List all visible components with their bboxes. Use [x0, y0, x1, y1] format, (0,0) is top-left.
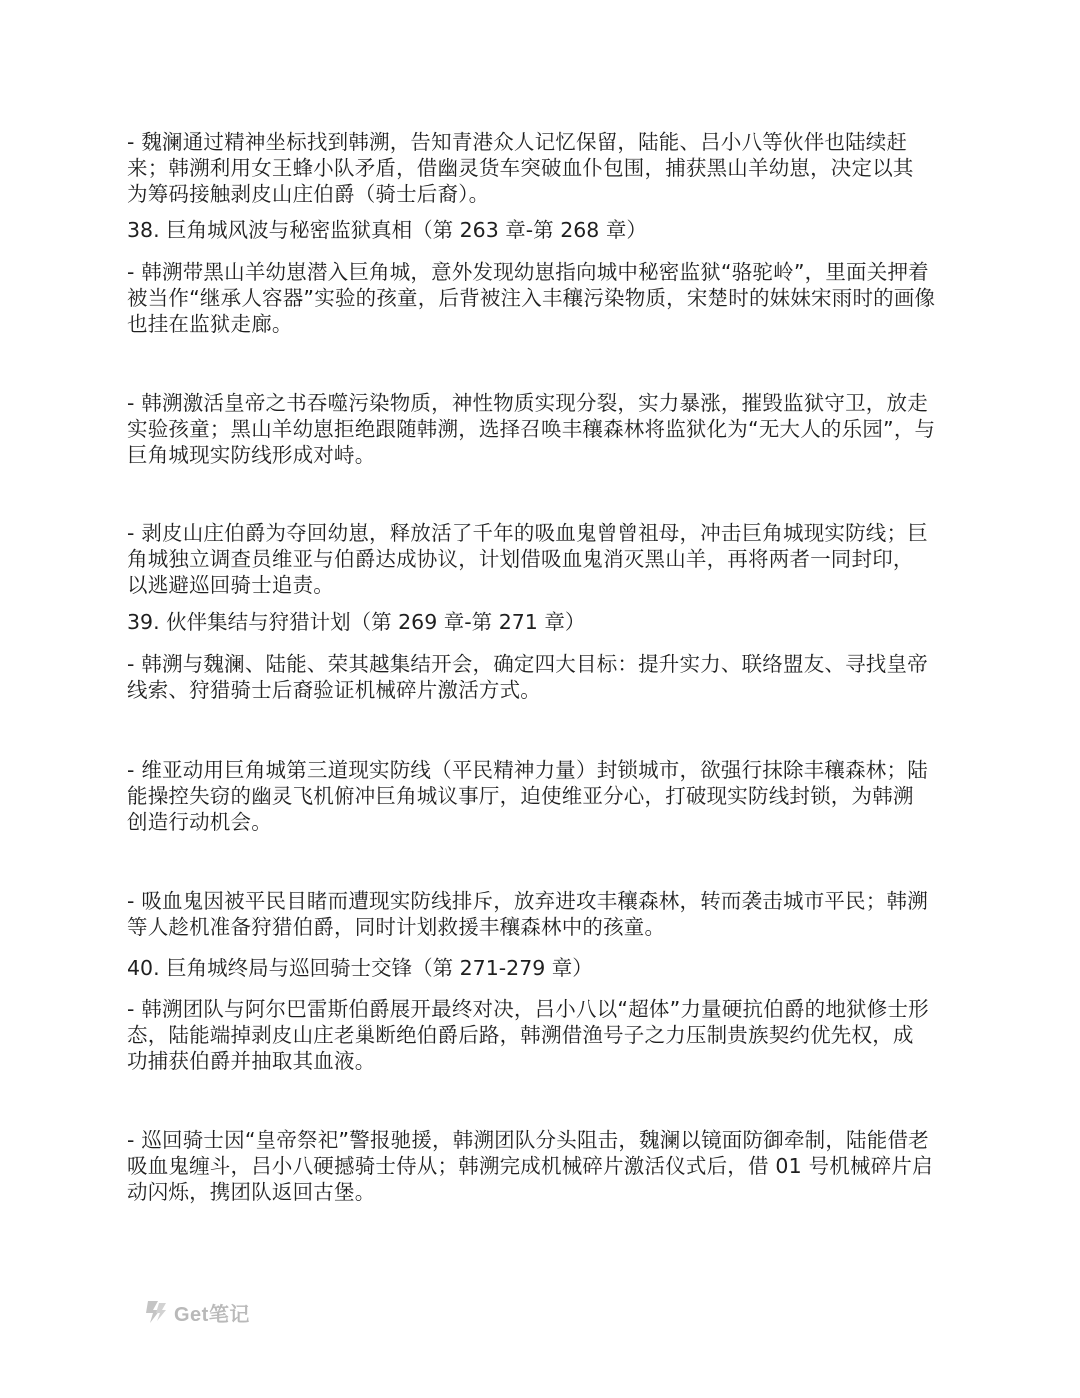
paragraph-line: 线索、狩猎骑士后裔验证机械碎片激活方式。	[127, 678, 541, 702]
paragraph-line: - 韩溯激活皇帝之书吞噬污染物质，神性物质实现分裂，实力暴涨，摧毁监狱守卫，放走	[127, 391, 928, 415]
paragraph	[127, 520, 957, 598]
paragraph	[127, 259, 957, 337]
paragraph-line: - 韩溯与魏澜、陆能、荣其越集结开会，确定四大目标：提升实力、联络盟友、寻找皇帝	[127, 652, 928, 676]
paragraph	[127, 390, 957, 468]
paragraph-line: 创造行动机会。	[127, 810, 272, 834]
paragraph-line: - 维亚动用巨角城第三道现实防线（平民精神力量）封锁城市，欲强行抹除丰穰森林；陆	[127, 758, 928, 782]
paragraph-line: - 剥皮山庄伯爵为夺回幼崽，释放活了千年的吸血鬼曾曾祖母，冲击巨角城现实防线；巨	[127, 521, 928, 545]
paragraph-line: - 巡回骑士因“皇帝祭祀”警报驰援，韩溯团队分头阻击，魏澜以镜面防御牵制，陆能借老	[127, 1128, 929, 1152]
paragraph-line: 角城独立调查员维亚与伯爵达成协议，计划借吸血鬼消灭黑山羊，再将两者一同封印，	[127, 547, 914, 571]
paragraph-line: 巨角城现实防线形成对峙。	[127, 443, 376, 467]
paragraph-line: 被当作“继承人容器”实验的孩童，后背被注入丰穰污染物质，宋楚时的妹妹宋雨时的画像	[127, 286, 936, 310]
paragraph-line: 功捕获伯爵并抽取其血液。	[127, 1049, 376, 1073]
section-heading: 38. 巨角城风波与秘密监狱真相（第 263 章-第 268 章）	[127, 218, 647, 242]
paragraph-line: 来；韩溯利用女王蜂小队矛盾，借幽灵货车突破血仆包围，捕获黑山羊幼崽，决定以其	[127, 156, 914, 180]
paragraph-line: - 吸血鬼因被平民目睹而遭现实防线排斥，放弃进攻丰穰森林，转而袭击城市平民；韩溯	[127, 889, 928, 913]
watermark	[144, 1297, 250, 1327]
paragraph	[127, 1127, 957, 1205]
paragraph-line: - 韩溯带黑山羊幼崽潜入巨角城，意外发现幼崽指向城中秘密监狱“骆驼岭”，里面关押着	[127, 260, 929, 284]
paragraph	[127, 888, 957, 940]
section-heading: 40. 巨角城终局与巡回骑士交锋（第 271-279 章）	[127, 956, 593, 980]
paragraph	[127, 996, 957, 1074]
paragraph-line: 实验孩童；黑山羊幼崽拒绝跟随韩溯，选择召唤丰穰森林将监狱化为“无大人的乐园”，与	[127, 417, 936, 441]
section-heading: 39. 伙伴集结与狩猎计划（第 269 章-第 271 章）	[127, 610, 586, 634]
paragraph	[127, 651, 957, 703]
watermark-text: Get笔记	[174, 1303, 250, 1326]
paragraph-line: 为筹码接触剥皮山庄伯爵（骑士后裔）。	[127, 182, 490, 206]
paragraph-line: 等人趁机准备狩猎伯爵，同时计划救援丰穰森林中的孩童。	[127, 915, 666, 939]
paragraph-line: 吸血鬼缠斗，吕小八硬撼骑士侍从；韩溯完成机械碎片激活仪式后，借 01 号机械碎片启	[127, 1154, 933, 1178]
paragraph-line: 动闪烁，携团队返回古堡。	[127, 1180, 376, 1204]
paragraph-line: 态，陆能端掉剥皮山庄老巢断绝伯爵后路，韩溯借渔号子之力压制贵族契约优先权，成	[127, 1023, 914, 1047]
paragraph	[127, 757, 957, 835]
get-logo-icon	[144, 1299, 168, 1325]
paragraph-line: - 魏澜通过精神坐标找到韩溯，告知青港众人记忆保留，陆能、吕小八等伙伴也陆续赶	[127, 130, 908, 154]
paragraph-line: 以逃避巡回骑士追责。	[127, 573, 334, 597]
paragraph	[127, 129, 957, 207]
paragraph-line: - 韩溯团队与阿尔巴雷斯伯爵展开最终对决，吕小八以“超体”力量硬抗伯爵的地狱修士形	[127, 997, 929, 1021]
paragraph-line: 也挂在监狱走廊。	[127, 312, 293, 336]
paragraph-line: 能操控失窃的幽灵飞机俯冲巨角城议事厅，迫使维亚分心，打破现实防线封锁，为韩溯	[127, 784, 914, 808]
